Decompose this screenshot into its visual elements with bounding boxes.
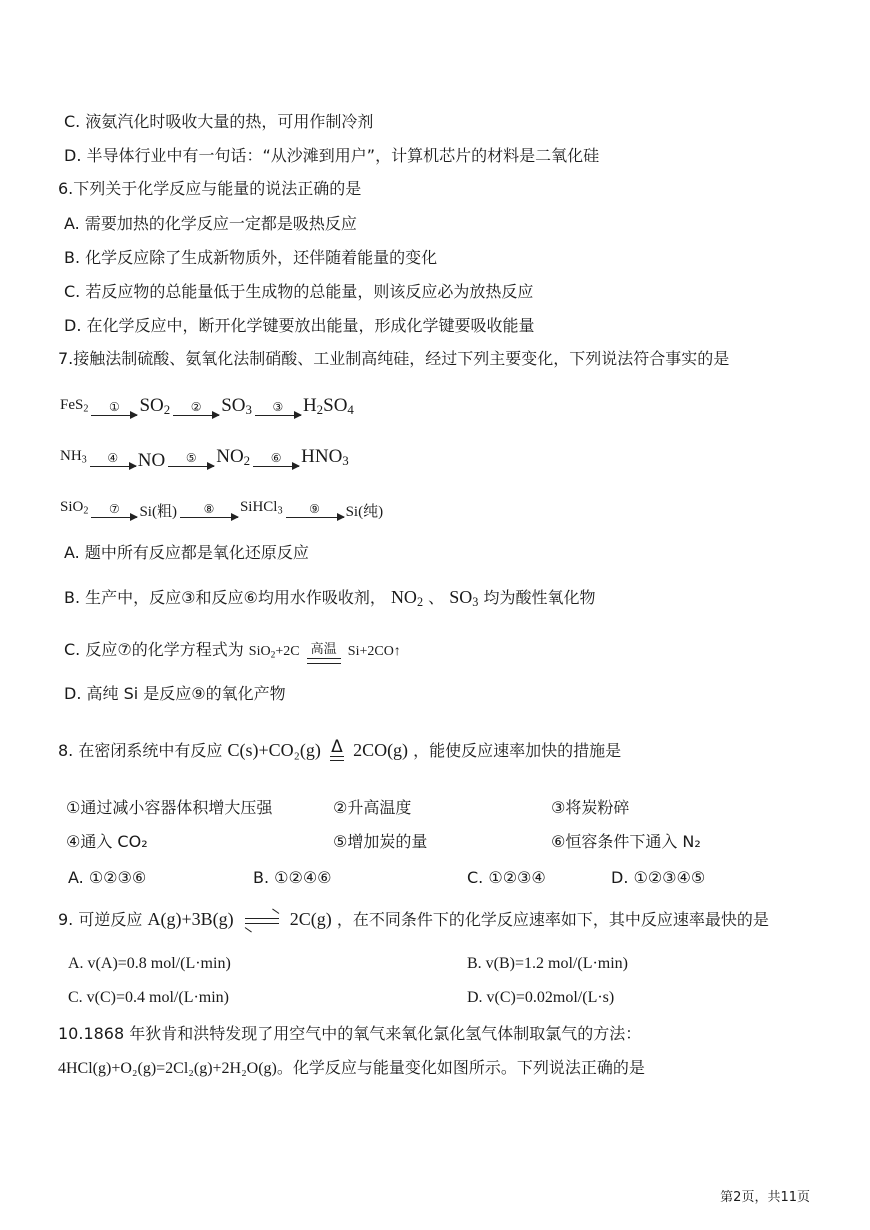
q5-option-d: D. 半导体行业中有一句话：“从沙滩到用户”，计算机芯片的材料是二氧化硅	[64, 146, 600, 165]
q8-measure-2: ②升高温度	[333, 798, 412, 817]
chain1-so3: $SO_3$	[221, 394, 252, 417]
q9-option-c: C. v(C)=0.4 mol/(L·min)	[68, 989, 230, 1006]
chain3-sio2: SiO$_2$	[60, 499, 89, 517]
reaction-arrow-8: ⑧	[180, 503, 238, 518]
q6-option-a: A. 需要加热的化学反应一定都是吸热反应	[64, 214, 357, 233]
chain3-si-crude: Si(粗)	[139, 504, 177, 520]
q7-stem: 7.接触法制硫酸、氨氧化法制硝酸、工业制高纯硅，经过下列主要变化，下列说法符合事实的是	[58, 349, 730, 368]
q9-option-b: B. v(B)=1.2 mol/(L·min)	[467, 955, 629, 972]
chain3-sihcl3: SiHCl$_3$	[239, 499, 283, 517]
q6-option-d: D. 在化学反应中，断开化学键要放出能量，形成化学键要吸收能量	[64, 316, 535, 335]
heat-condition: Δ	[330, 739, 344, 761]
reaction-arrow-1: ①	[91, 401, 137, 416]
chain3-si-pure: Si(纯)	[345, 504, 384, 520]
q9-stem: 9. 可逆反应 A(g)+3B(g) 2C(g) ，在不同条件下的化学反应速率如下，其中反应速率最快的是	[58, 907, 769, 932]
q7-reaction-chain-silicon	[60, 484, 383, 524]
q7-reaction-chain-sulfur	[60, 382, 354, 422]
chain2-no2: $NO_2$	[216, 445, 251, 468]
q6-option-b: B. 化学反应除了生成新物质外，还伴随着能量的变化	[64, 248, 438, 267]
high-temp-condition: 高温	[307, 643, 341, 664]
reaction-arrow-3: ③	[255, 401, 301, 416]
reversible-arrow	[245, 915, 279, 927]
q8-measure-6: ⑥恒容条件下通入 N₂	[551, 832, 701, 851]
q6-option-c: C. 若反应物的总能量低于生成物的总能量，则该反应必为放热反应	[64, 282, 534, 301]
chain2-nh3: $NH_3$	[60, 448, 87, 466]
q8-measure-3: ③将炭粉碎	[551, 798, 630, 817]
chain1-h2so4: $H_2SO_4$	[302, 394, 354, 417]
q6-stem: 6.下列关于化学反应与能量的说法正确的是	[58, 179, 362, 198]
q10-stem-line1: 10.1868 年狄肯和洪特发现了用空气中的氧气来氧化氯化氢气体制取氯气的方法：	[58, 1024, 642, 1043]
page-number: 第2页，共11页	[720, 1190, 810, 1205]
reaction-arrow-6: ⑥	[253, 452, 299, 467]
reaction-arrow-9: ⑨	[286, 503, 344, 518]
q8-measure-1: ①通过减小容器体积增大压强	[66, 798, 273, 817]
reaction-arrow-5: ⑤	[168, 452, 214, 467]
q8-option-d: D. ①②③④⑤	[611, 868, 706, 887]
chain2-no: NO	[137, 450, 166, 471]
reaction-arrow-2: ②	[173, 401, 219, 416]
q8-measure-5: ⑤增加炭的量	[333, 832, 428, 851]
chain1-so2: $SO_2$	[139, 394, 171, 417]
q5-option-c: C. 液氨汽化时吸收大量的热，可用作制冷剂	[64, 112, 374, 131]
q7-option-a: A. 题中所有反应都是氧化还原反应	[64, 543, 309, 562]
reaction-arrow-7: ⑦	[91, 503, 137, 518]
q7-option-d: D. 高纯 Si 是反应⑨的氧化产物	[64, 684, 286, 703]
q8-option-b: B. ①②④⑥	[253, 868, 332, 887]
q8-measure-4: ④通入 CO₂	[66, 832, 148, 851]
q7-reaction-chain-nitrogen	[60, 433, 349, 473]
q9-option-a: A. v(A)=0.8 mol/(L·min)	[68, 955, 231, 972]
q10-stem-line2: 4HCl(g)+O₂(g)=2Cl₂(g)+2H₂O(g)。化学反应与能量变化如图所示。下列说法正确的是	[58, 1058, 645, 1077]
q7-option-c: C. 反应⑦的化学方程式为 SiO$_2$+2C 高温 Si+2CO↑	[64, 638, 401, 667]
q8-option-a: A. ①②③⑥	[68, 868, 147, 887]
reaction-arrow-4: ④	[90, 452, 136, 467]
q7-option-b: B. 生产中，反应③和反应⑥均用水作吸收剂， $NO_2$ 、 $SO_3$ 均为酸性氧化物	[64, 587, 596, 610]
q8-option-c: C. ①②③④	[467, 868, 546, 887]
q8-stem: 8. 在密闭系统中有反应 C(s)+CO₂(g) Δ 2CO(g) ，能使反应速率加快的措施是	[58, 737, 622, 760]
chain1-fes2: FeS$_2$	[60, 397, 89, 415]
q9-option-d: D. v(C)=0.02mol/(L·s)	[467, 989, 615, 1006]
chain2-hno3: $HNO_3$	[301, 445, 349, 468]
